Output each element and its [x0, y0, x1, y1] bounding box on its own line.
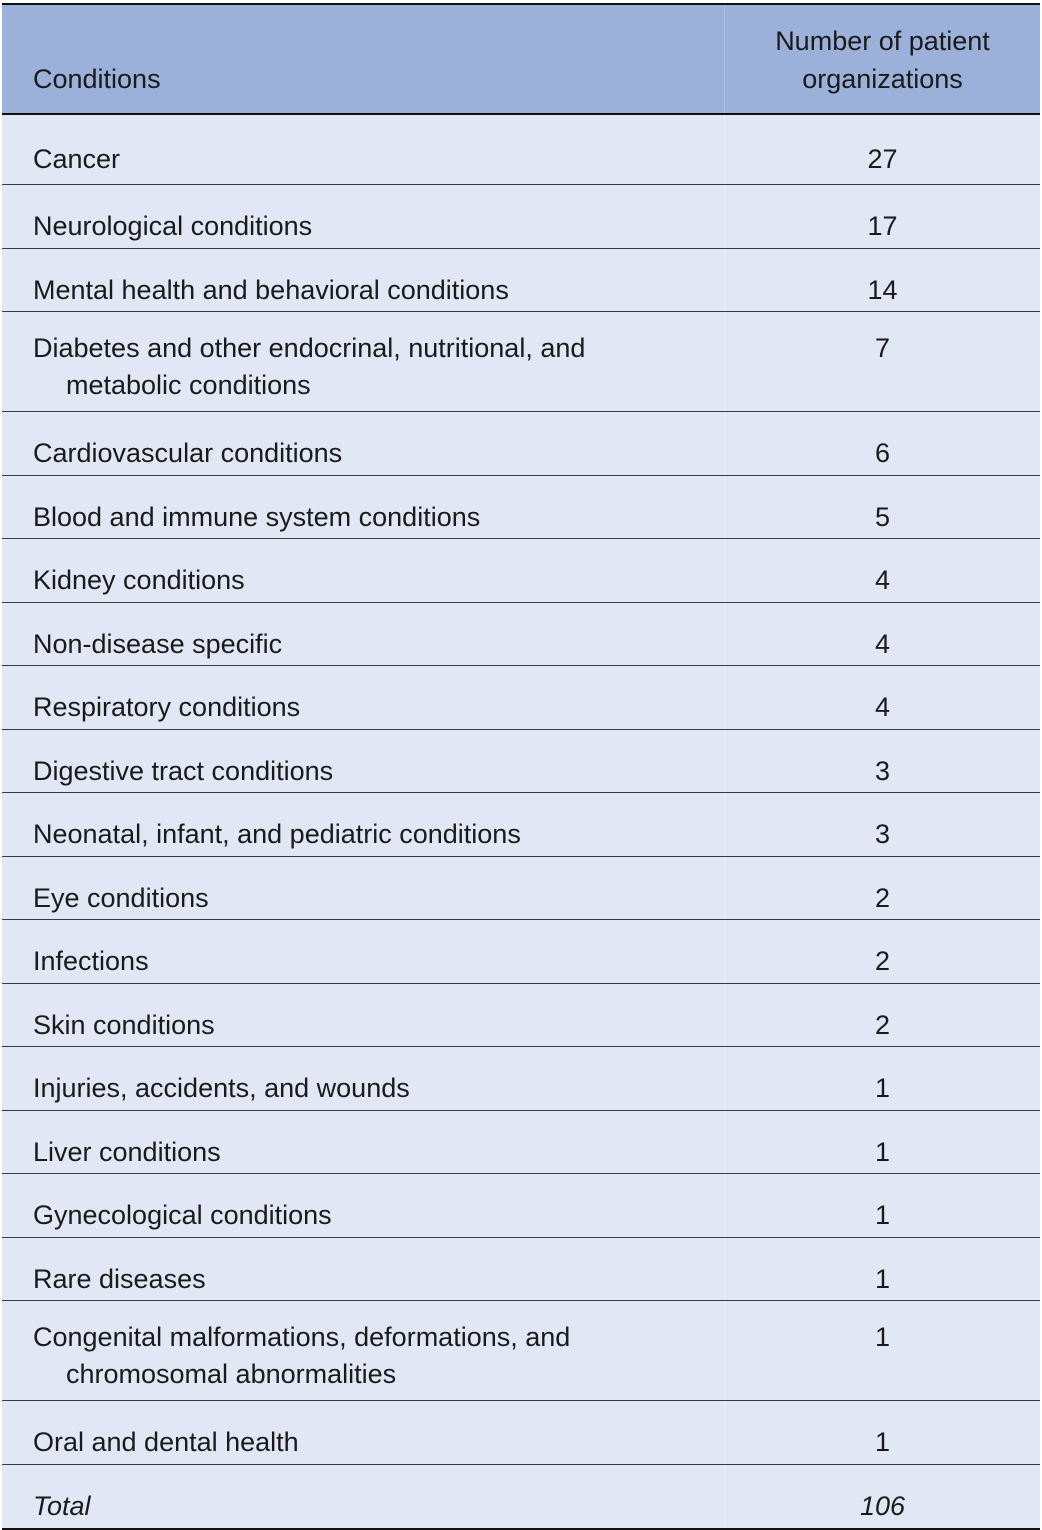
count-cell: 2 [724, 857, 1040, 920]
count-cell: 3 [724, 730, 1040, 793]
condition-line2: chromosomal abnormalities [66, 1359, 397, 1389]
table-row [2, 984, 1040, 1048]
table-row [2, 920, 1040, 984]
count-cell: 1 [724, 1238, 1040, 1301]
condition-cell: Gynecological conditions [33, 1200, 332, 1230]
table-row [2, 1401, 1040, 1465]
condition-cell: Cancer [33, 144, 121, 174]
count-cell: 1 [724, 1301, 1040, 1400]
count-cell: 4 [724, 539, 1040, 602]
table-row [2, 1111, 1040, 1175]
count-cell: 4 [724, 603, 1040, 666]
count-cell: 5 [724, 476, 1040, 539]
count-cell: 2 [724, 920, 1040, 983]
table-header [2, 5, 1040, 115]
count-cell: 27 [724, 115, 1040, 184]
condition-cell: Non-disease specific [33, 628, 283, 659]
table-row [2, 666, 1040, 730]
condition-cell: Rare diseases [33, 1263, 206, 1294]
condition-cell: Blood and immune system conditions [33, 501, 481, 532]
condition-cell: Oral and dental health [33, 1427, 299, 1457]
condition-cell: Kidney conditions [33, 565, 245, 595]
condition-cell [2, 312, 724, 411]
table-row [2, 412, 1040, 476]
condition-cell [2, 1301, 724, 1400]
table-row [2, 476, 1040, 540]
conditions-table [2, 3, 1040, 1530]
condition-cell: Neonatal, infant, and pediatric conditions [33, 819, 521, 849]
condition-cell: Skin conditions [33, 1009, 215, 1040]
table-row [2, 793, 1040, 857]
header-count-line2: organizations [802, 64, 963, 94]
count-cell: 4 [724, 666, 1040, 729]
table-row [2, 1301, 1040, 1401]
condition-cell: Infections [33, 946, 149, 976]
condition-cell: Cardiovascular conditions [33, 438, 343, 468]
count-cell: 14 [724, 249, 1040, 312]
header-count-line1: Number of patient [775, 26, 990, 56]
condition-line1: Diabetes and other endocrinal, nutritional, and [33, 333, 586, 363]
table-row [2, 730, 1040, 794]
condition-cell: Eye conditions [33, 882, 209, 913]
table-row [2, 857, 1040, 921]
table-row [2, 1174, 1040, 1238]
header-conditions: Conditions [33, 64, 161, 94]
count-cell: 6 [724, 412, 1040, 475]
condition-cell: Respiratory conditions [33, 692, 301, 722]
count-cell: 1 [724, 1401, 1040, 1464]
condition-line2: metabolic conditions [66, 370, 311, 400]
table-row [2, 539, 1040, 603]
table-row [2, 185, 1040, 249]
table-row [2, 603, 1040, 667]
total-count: 106 [724, 1465, 1040, 1529]
count-cell: 17 [724, 185, 1040, 248]
total-row [2, 1465, 1040, 1529]
condition-cell: Injuries, accidents, and wounds [33, 1073, 410, 1103]
header-count [724, 5, 1040, 113]
count-cell: 7 [724, 312, 1040, 411]
table-row [2, 1238, 1040, 1302]
count-cell: 2 [724, 984, 1040, 1047]
count-cell: 3 [724, 793, 1040, 856]
condition-cell: Liver conditions [33, 1136, 221, 1167]
count-cell: 1 [724, 1047, 1040, 1110]
table-row [2, 312, 1040, 412]
condition-cell: Neurological conditions [33, 211, 313, 241]
count-cell: 1 [724, 1111, 1040, 1174]
condition-line1: Congenital malformations, deformations, and [33, 1322, 571, 1352]
table-row [2, 249, 1040, 313]
table-row [2, 1047, 1040, 1111]
table-row [2, 115, 1040, 185]
condition-cell: Mental health and behavioral conditions [33, 274, 509, 305]
total-label: Total [33, 1490, 91, 1521]
count-cell: 1 [724, 1174, 1040, 1237]
condition-cell: Digestive tract conditions [33, 755, 334, 786]
